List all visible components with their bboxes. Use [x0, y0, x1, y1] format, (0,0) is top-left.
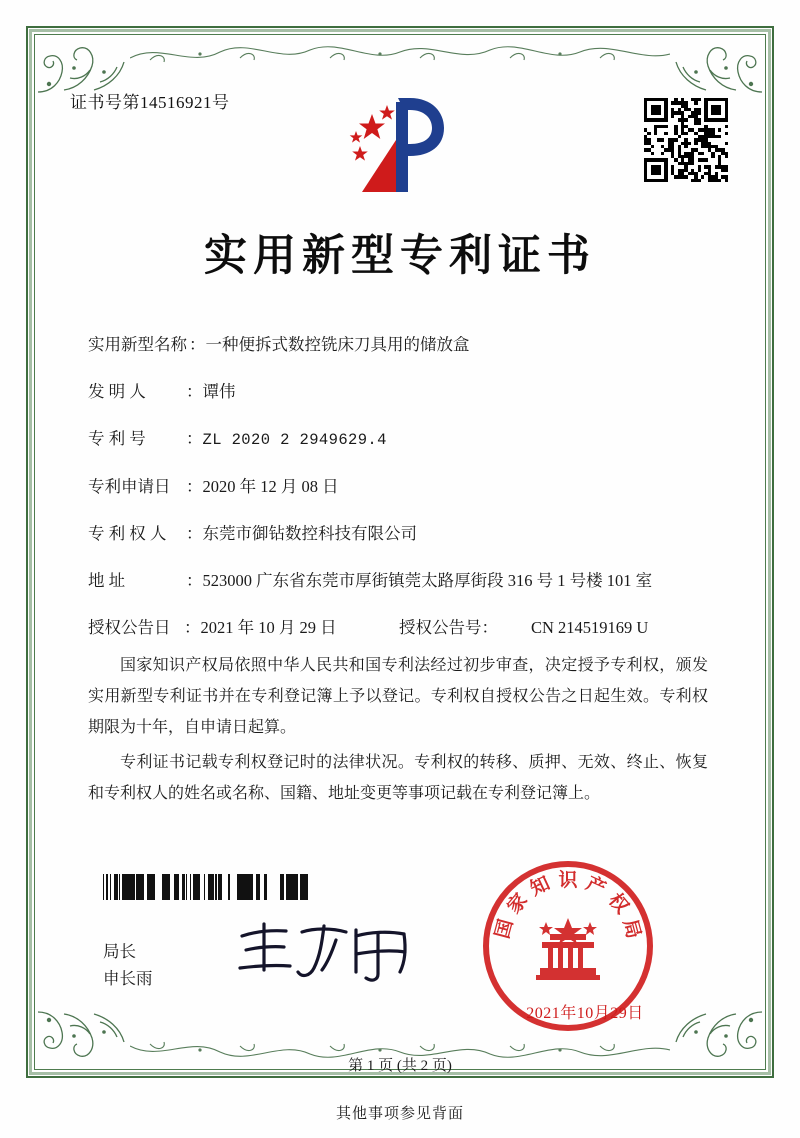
field-value [184, 424, 718, 455]
patent-office-logo-icon [340, 92, 460, 202]
field-label: 专 利 号 [88, 429, 146, 448]
verification-qr-code [644, 98, 728, 182]
field-colon: ： [184, 618, 201, 637]
handwritten-signature [228, 916, 428, 986]
field-colon: ： [186, 382, 203, 401]
paragraph: 专利证书记载专利权登记时的法律状况。专利权的转移、质押、无效、终止、恢复和专利权人的姓名或名称、国籍、地址变更等事项记载在专利登记簿上。 [88, 754, 708, 802]
corner-flourish-icon [670, 34, 766, 96]
svg-text:知: 知 [527, 873, 554, 901]
field-colon: ： [186, 477, 203, 496]
legal-text-block [88, 650, 708, 813]
director-role-label: 局长 [103, 942, 136, 961]
field-value [184, 472, 718, 502]
footnote: 其他事项参见背面 [335, 1106, 464, 1122]
field-label: 专利申请日 [88, 477, 171, 496]
field-row-inventor [88, 377, 718, 407]
field-label: 专 利 权 人 [88, 524, 167, 543]
field-text: 谭伟 [202, 382, 236, 401]
page-number: 第 1 页 (共 2 页) [348, 1058, 452, 1074]
field-colon: ： [481, 618, 498, 637]
paragraph: 国家知识产权局依照中华人民共和国专利法经过初步审查，决定授予专利权，颁发实用新型专利证书并在专利登记簿上予以登记。专利权自授权公告之日起生效。专利权期限为十年，自申请日起算。 [88, 657, 708, 736]
page-title: 实用新型专利证书 [204, 231, 596, 281]
svg-text:家: 家 [503, 889, 532, 918]
field-text: 2021 年 10 月 29 日 [200, 618, 337, 637]
field-row-grant-announcement [88, 613, 718, 643]
field-row-address [88, 566, 718, 596]
grant-number-label [399, 613, 531, 643]
field-label: 发 明 人 [88, 382, 146, 401]
svg-text:局: 局 [618, 917, 644, 941]
field-label: 地 址 [88, 571, 126, 590]
svg-text:国: 国 [492, 917, 518, 941]
field-text: 东莞市御钻数控科技有限公司 [202, 524, 417, 543]
certificate-fields [88, 330, 718, 655]
svg-text:产: 产 [582, 873, 609, 901]
field-label: 实用新型名称 [88, 335, 187, 354]
field-colon: ： [189, 335, 206, 354]
grant-number-label-text: 授权公告号 [399, 618, 482, 637]
field-value [184, 377, 718, 407]
svg-text:权: 权 [604, 889, 633, 918]
field-text: 523000 广东省东莞市厚街镇莞太路厚街段 316 号 1 号楼 101 室 [202, 571, 653, 590]
field-text: 一种便拆式数控铣床刀具用的储放盒 [205, 335, 470, 354]
top-vine-ornament-icon [130, 34, 670, 68]
seal-date: 2021年10月29日 [526, 1005, 644, 1022]
field-text: 2020 年 12 月 08 日 [202, 477, 339, 496]
field-row-patentee [88, 519, 718, 549]
grant-date-value [184, 613, 399, 643]
certificate-barcode [103, 874, 308, 900]
field-row-application-date [88, 472, 718, 502]
grant-date-label: 授权公告日 [88, 618, 171, 637]
grant-number-value: CN 214519169 U [531, 618, 649, 637]
field-colon: ： [186, 571, 203, 590]
certificate-number: 证书号第14516921号 [70, 93, 230, 112]
corner-flourish-icon [34, 34, 130, 96]
field-colon: ： [186, 524, 203, 543]
field-text: ZL 2020 2 2949629.4 [202, 431, 387, 449]
svg-text:识: 识 [558, 870, 578, 891]
field-value [187, 330, 718, 360]
director-name-label: 申长雨 [103, 969, 153, 988]
field-value [184, 566, 718, 596]
field-colon: ： [186, 429, 203, 448]
field-row-patent-number [88, 424, 718, 455]
field-value [184, 519, 718, 549]
field-row-invention-name [88, 330, 718, 360]
signature-labels [103, 938, 153, 992]
